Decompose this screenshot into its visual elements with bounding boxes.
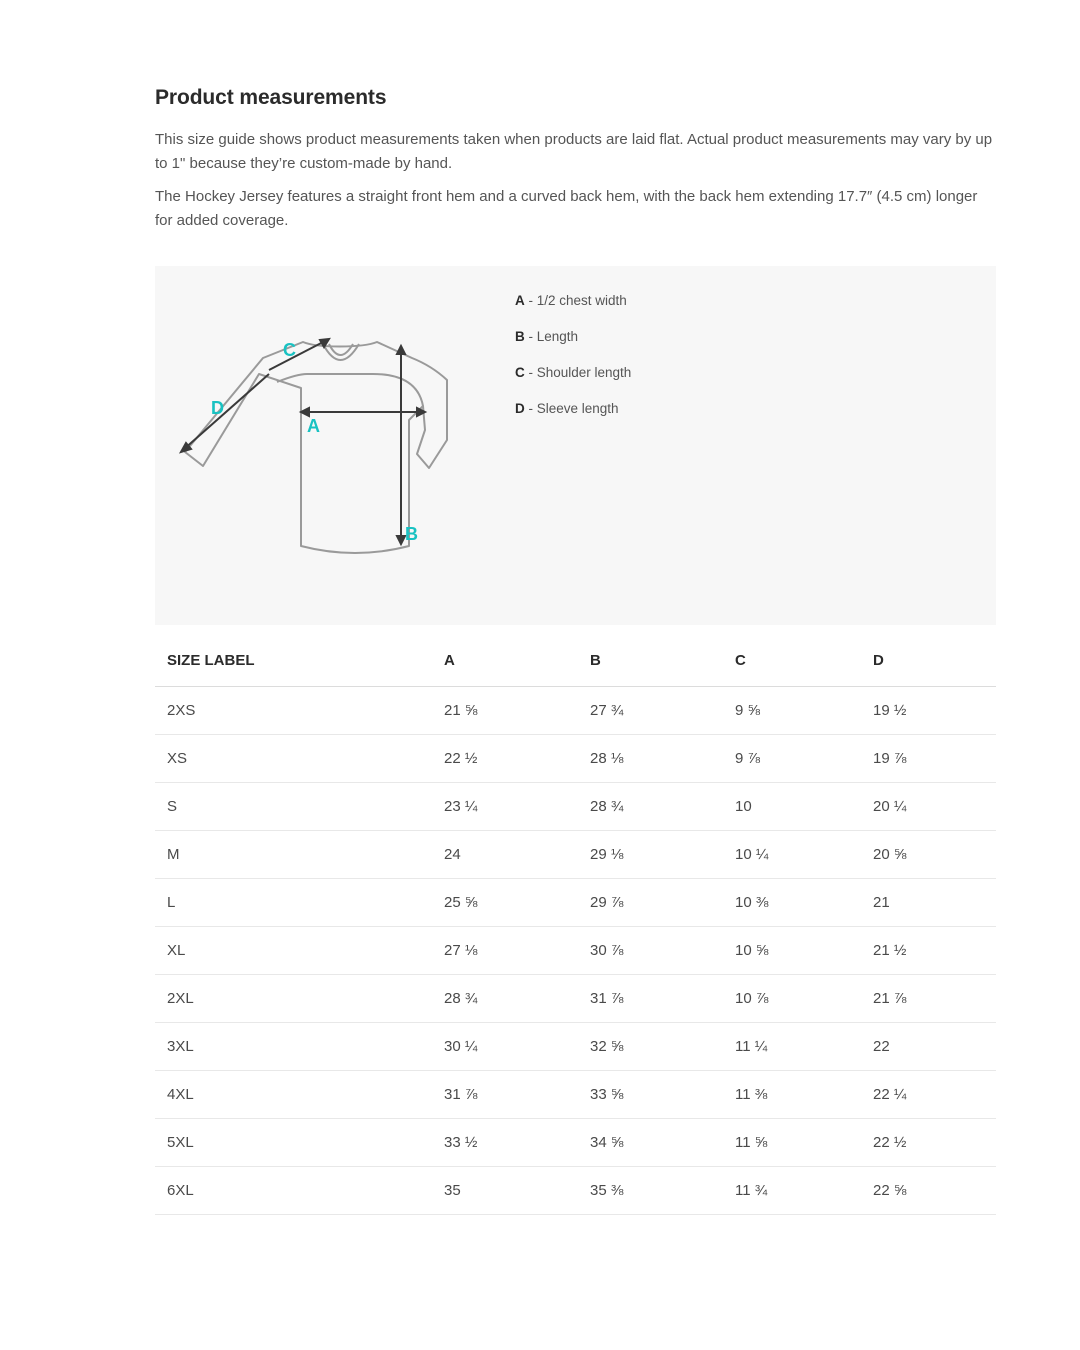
size-label-cell: 6XL: [155, 1166, 432, 1214]
measurement-cell: 20 ⅝: [861, 830, 996, 878]
size-label-cell: XL: [155, 926, 432, 974]
measurement-cell: 28 ¾: [432, 974, 578, 1022]
size-label-cell: 2XS: [155, 686, 432, 734]
measurement-cell: 10 ⅞: [723, 974, 861, 1022]
table-row: [155, 1118, 996, 1166]
measurement-cell: 20 ¼: [861, 782, 996, 830]
measurement-cell: 11 ¾: [723, 1166, 861, 1214]
size-label-cell: 4XL: [155, 1070, 432, 1118]
label-b: B: [405, 524, 418, 544]
section-title: Product measurements: [155, 86, 387, 109]
measurement-cell: 10: [723, 782, 861, 830]
measurement-cell: 21 ⅞: [861, 974, 996, 1022]
size-label-cell: S: [155, 782, 432, 830]
table-row: [155, 878, 996, 926]
table-row: [155, 734, 996, 782]
table-row: [155, 1166, 996, 1214]
measurement-cell: 25 ⅝: [432, 878, 578, 926]
arrow-a-left: [301, 408, 309, 416]
measurement-legend: [515, 293, 631, 437]
header-a: A: [432, 636, 578, 686]
product-measurements-section: [155, 86, 996, 1199]
size-table: [155, 636, 996, 1215]
measurement-cell: 29 ⅛: [578, 830, 723, 878]
legend-item-d: D - Sleeve length: [515, 401, 619, 416]
header-size-label: SIZE LABEL: [155, 636, 432, 686]
header-d: D: [861, 636, 996, 686]
table-row: [155, 686, 996, 734]
size-label-cell: M: [155, 830, 432, 878]
measurement-cell: 24: [432, 830, 578, 878]
table-row: [155, 830, 996, 878]
measurement-cell: 27 ⅛: [432, 926, 578, 974]
measurement-cell: 27 ¾: [578, 686, 723, 734]
header-c: C: [723, 636, 861, 686]
legend-item-c: C - Shoulder length: [515, 365, 632, 380]
measurement-cell: 35: [432, 1166, 578, 1214]
measurement-cell: 22 ¼: [861, 1070, 996, 1118]
measurement-cell: 35 ⅜: [578, 1166, 723, 1214]
measurement-cell: 31 ⅞: [578, 974, 723, 1022]
table-row: [155, 1070, 996, 1118]
measurement-cell: 21 ½: [861, 926, 996, 974]
measurement-cell: 22 ⅝: [861, 1166, 996, 1214]
description-paragraph-2: The Hockey Jersey features a straight front hem and a curved back hem, with the back hem extending 17.7″ (4.5 cm) longer for added coverage.: [155, 188, 978, 229]
size-label-cell: 2XL: [155, 974, 432, 1022]
measurement-cell: 19 ⅞: [861, 734, 996, 782]
measurement-cell: 32 ⅝: [578, 1022, 723, 1070]
size-table-body: [155, 686, 996, 1214]
jersey-diagram: [177, 318, 477, 558]
table-row: [155, 974, 996, 1022]
table-row: [155, 782, 996, 830]
label-c: C: [283, 340, 296, 360]
measurement-cell: 10 ⅜: [723, 878, 861, 926]
measurement-cell: 33 ⅝: [578, 1070, 723, 1118]
description-paragraph-1: This size guide shows product measurements taken when products are laid flat. Actual product measurements may vary by up to 1" because they’re custom-made by hand.: [155, 131, 993, 172]
measurement-cell: 11 ⅜: [723, 1070, 861, 1118]
header-b: B: [578, 636, 723, 686]
measurement-cell: 30 ⅞: [578, 926, 723, 974]
measurement-cell: 11 ⅝: [723, 1118, 861, 1166]
measurement-cell: 9 ⅝: [723, 686, 861, 734]
label-a: A: [307, 416, 320, 436]
measurement-cell: 21: [861, 878, 996, 926]
label-d: D: [211, 398, 224, 418]
size-label-cell: 5XL: [155, 1118, 432, 1166]
measurement-cell: 34 ⅝: [578, 1118, 723, 1166]
measurement-cell: 28 ⅛: [578, 734, 723, 782]
measurement-diagram-panel: [155, 266, 996, 625]
measurement-cell: 30 ¼: [432, 1022, 578, 1070]
measurement-cell: 28 ¾: [578, 782, 723, 830]
measurement-cell: 22 ½: [861, 1118, 996, 1166]
size-label-cell: L: [155, 878, 432, 926]
measurement-cell: 31 ⅞: [432, 1070, 578, 1118]
table-header-row: [155, 636, 996, 686]
measurement-cell: 22 ½: [432, 734, 578, 782]
measurement-cell: 10 ⅝: [723, 926, 861, 974]
legend-item-a: A - 1/2 chest width: [515, 293, 627, 308]
measurement-cell: 23 ¼: [432, 782, 578, 830]
measurement-cell: 10 ¼: [723, 830, 861, 878]
size-label-cell: XS: [155, 734, 432, 782]
measurement-cell: 11 ¼: [723, 1022, 861, 1070]
measurement-cell: 29 ⅞: [578, 878, 723, 926]
measurement-cell: 21 ⅝: [432, 686, 578, 734]
measurement-cell: 9 ⅞: [723, 734, 861, 782]
arrow-b-top: [397, 346, 405, 354]
measure-line-d: [183, 374, 269, 450]
arrow-b-bottom: [397, 536, 405, 544]
measurement-cell: 22: [861, 1022, 996, 1070]
size-label-cell: 3XL: [155, 1022, 432, 1070]
legend-item-b: B - Length: [515, 329, 579, 344]
measurement-cell: 19 ½: [861, 686, 996, 734]
table-row: [155, 926, 996, 974]
measurement-cell: 33 ½: [432, 1118, 578, 1166]
table-row: [155, 1022, 996, 1070]
